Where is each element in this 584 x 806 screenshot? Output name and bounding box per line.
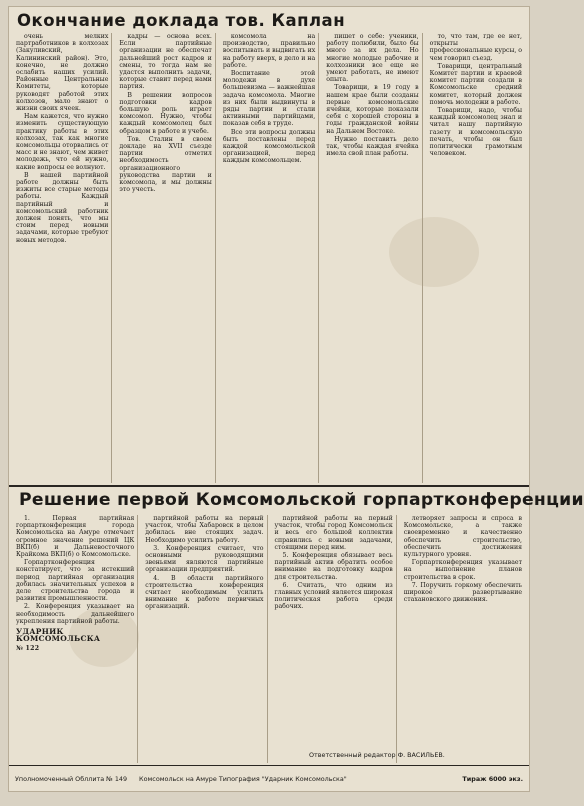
printing-house: Комсомольск на Амуре Типография "Ударник Комсомольска" bbox=[139, 775, 347, 783]
editor-credit: Ответственный редактор Ф. ВАСИЛЬЕВ. bbox=[309, 751, 445, 759]
main-article-headline: Решение первой Комсомольской горпартконференции bbox=[19, 490, 584, 510]
print-run: Тираж 6000 экз. bbox=[462, 775, 523, 783]
masthead-issue: № 122 bbox=[16, 645, 40, 653]
paragraph: В решении вопросов подготовки кадров большую роль играет комсомол. Нужно, чтобы каждый комсомолец был образцом в работе и учебе. bbox=[119, 91, 212, 135]
newspaper-page bbox=[8, 6, 584, 792]
top-column-5 bbox=[427, 33, 525, 483]
paragraph: Воспитание этой молодежи в духе большевизма — важнейшая задача комсомола. Многие из них были выдвинуты в ряды партии и стали активными партийцами, показав себя в труде. bbox=[222, 70, 316, 128]
paragraph: 2. Конференция указывает на необходимость дальнейшего укрепления партийной работы. bbox=[16, 603, 135, 625]
top-article-headline: Окончание доклада тов. Каплан bbox=[17, 11, 346, 30]
paragraph: Товарищи, центральный Комитет партии и краевой комитет партии создали в Комсомольске средний комитет, который должен помочь молодежи в работе. bbox=[429, 62, 523, 106]
bottom-column-3 bbox=[272, 515, 397, 763]
paragraph: Товарищи, надо, чтобы каждый комсомолец знал и читал нашу партийную газету и комсомольскую печать, чтобы он был политически грамотным человеком. bbox=[429, 107, 523, 158]
top-column-1 bbox=[13, 33, 112, 483]
top-column-3 bbox=[220, 33, 319, 483]
paragraph: 3. Конференция считает, что основными руководящими звеньями являются партийные организации предприятий. bbox=[145, 544, 264, 574]
paragraph: Горпартконференция констатирует, что за истекший период партийная организация добилась значительных успехов в деле строительства города и развития промышленности. bbox=[16, 559, 135, 603]
bottom-column-4 bbox=[401, 515, 525, 763]
masthead-name: УДАРНИК КОМСОМОЛЬСКА bbox=[16, 627, 101, 644]
paragraph: Нам кажется, что нужно изменить существующую практику работы в этих колхозах, так как многие комсомольцы оторвались от масс и не знают, чем живет молодежь, что ей нужно, какие вопросы ее волнуют. bbox=[16, 113, 109, 171]
paragraph: партийной работы на первый участок, чтобы город Комсомольск и весь его большой коллектив справились с новыми задачами, стоящими перед ним. bbox=[274, 515, 393, 551]
top-column-4 bbox=[323, 33, 422, 483]
paragraph: 4. В области партийного строительства конференция считает необходимым усилить внимание к работе первичных организаций. bbox=[145, 574, 264, 611]
paragraph: комсомола на производство, правильно воспитывать и выдвигать их на работу вверх, в дело и на работе. bbox=[222, 33, 316, 69]
paragraph: очень мелких партработников в колхозах (Закуливский, Калининский район). Это, конечно, не должно ослабить наших усилий. Районные Центральные Комитеты, которые руководят работой этих колхозов, мало знают о жизни своих ячеек. bbox=[16, 33, 109, 113]
paragraph: пишет о себе: ученики, работу полюбили, было бы много за их дела. Но многие молодые рабочие и колхозники все еще не умеют работать, не имеют опыта. bbox=[326, 33, 419, 84]
bottom-column-2 bbox=[142, 515, 267, 763]
paragraph: Нужно поставить дело так, чтобы каждая ячейка имела свой план работы. bbox=[326, 135, 419, 158]
paragraph: Горпартконференция указывает на выполнение планов строительства в срок. bbox=[403, 559, 522, 581]
bottom-column-1 bbox=[13, 515, 138, 763]
top-article-body bbox=[13, 33, 525, 483]
paragraph: Товарищи, в 19 году в нашем крае были созданы первые комсомольские ячейки, которые показали себя с хорошей стороны в годы гражданской войны на Дальнем Востоке. bbox=[326, 84, 419, 135]
paragraph: 1. Первая партийная горпартконференция города Комсомольска на Амуре отмечает огромное значение решений ЦК ВКП(б) и Дальневосточного Крайкома ВКП(б) о Комсомольске. bbox=[16, 515, 135, 559]
paragraph: Тов. Сталин в своем докладе на XVII съезде партии отметил необходимость организационного руководства партии и комсомола, и мы должны это учесть. bbox=[119, 135, 212, 194]
censor-number: Уполномоченный Обллита № 149 bbox=[15, 775, 128, 783]
paragraph: кадры — основа всех. Если партийные организации не обеспечат дальнейший рост кадров и смены, то тогда нам не удастся выполнить задачи, которые ставит перед нами партия. bbox=[119, 33, 212, 91]
paragraph: то, что там, где ее нет, открыты профессиональные курсы, о чем говорил съезд. bbox=[429, 33, 523, 62]
paragraph: партийной работы на первый участок, чтобы Хабаровск в целом добилась вне стоящих задач. Необходимо усилить работу. bbox=[145, 515, 264, 544]
paragraph: 6. Считать, что одним из главных условий является широкая политическая работа среди рабочих. bbox=[274, 581, 393, 611]
paragraph: 7. Поручить горкому обеспечить широкое развертывание стахановского движения. bbox=[403, 581, 522, 604]
paragraph: В нашей партийной работе должны быть изжиты все старые методы работы. Каждый партийный и комсомольский работник должен понять, что мы стоим перед новыми задачами, которые требуют новых методов. bbox=[16, 171, 109, 244]
paragraph: Все эти вопросы должны быть поставлены перед каждой комсомольской организацией, перед каждым комсомольцем. bbox=[222, 128, 316, 165]
paragraph: 5. Конференция обязывает весь партийный актив обратить особое внимание на подготовку кадров для строительства. bbox=[274, 552, 393, 581]
paragraph: летворяет запросы и спроса в Комсомольске, а также своевременно и качественно обеспечить строительство, обеспечить достижения культурного уровня. bbox=[403, 515, 522, 559]
top-column-2 bbox=[116, 33, 215, 483]
imprint-footer bbox=[9, 765, 529, 792]
main-article-body bbox=[13, 515, 525, 763]
